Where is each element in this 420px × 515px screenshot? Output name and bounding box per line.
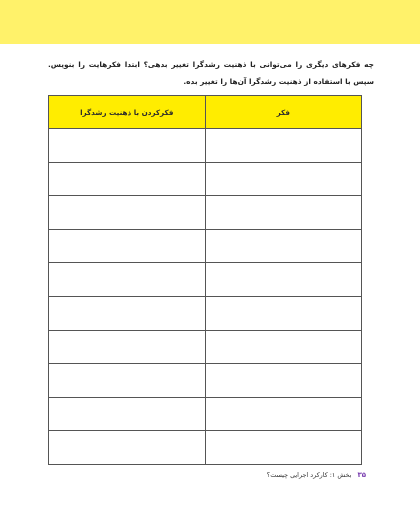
table-row <box>49 364 362 398</box>
thought-cell[interactable] <box>205 263 362 297</box>
thought-cell[interactable] <box>205 162 362 196</box>
growth-thinking-cell[interactable] <box>49 196 206 230</box>
growth-thinking-cell[interactable] <box>49 330 206 364</box>
table-row <box>49 330 362 364</box>
section-title: بخش ۱: کارکرد اجرایی چیست؟ <box>266 471 352 479</box>
growth-thinking-cell[interactable] <box>49 229 206 263</box>
table-row <box>49 397 362 431</box>
thought-cell[interactable] <box>205 296 362 330</box>
table-row <box>49 263 362 297</box>
table-body <box>49 129 362 465</box>
header-thought: فکر <box>205 96 362 129</box>
thought-cell[interactable] <box>205 364 362 398</box>
table-row <box>49 162 362 196</box>
growth-thinking-cell[interactable] <box>49 431 206 465</box>
top-yellow-band <box>0 0 420 44</box>
page-footer <box>267 471 366 479</box>
growth-thinking-cell[interactable] <box>49 263 206 297</box>
growth-thinking-cell[interactable] <box>49 364 206 398</box>
table-row <box>49 431 362 465</box>
page-number: ۳۵ <box>357 471 366 479</box>
thought-cell[interactable] <box>205 129 362 163</box>
growth-thinking-cell[interactable] <box>49 296 206 330</box>
instruction-text: چه فکرهای دیگری را می‌توانی با ذهنیت رشدگرا تغییر بدهی؟ ابتدا فکرهایت را بنویس. سپس با استفاده از ذهنیت رشدگرا آن‌ها را تغییر بده. <box>48 60 374 86</box>
thought-cell[interactable] <box>205 330 362 364</box>
thought-cell[interactable] <box>205 196 362 230</box>
growth-thinking-cell[interactable] <box>49 397 206 431</box>
worksheet-table <box>48 95 362 465</box>
worksheet-table-container <box>48 95 362 465</box>
thought-cell[interactable] <box>205 431 362 465</box>
growth-thinking-cell[interactable] <box>49 162 206 196</box>
table-row <box>49 229 362 263</box>
table-row <box>49 129 362 163</box>
thought-cell[interactable] <box>205 397 362 431</box>
thought-cell[interactable] <box>205 229 362 263</box>
table-row <box>49 196 362 230</box>
growth-thinking-cell[interactable] <box>49 129 206 163</box>
table-header-row <box>49 96 362 129</box>
header-growth-mindset-thinking: فکرکردن با ذهنیت رشدگرا <box>49 96 206 129</box>
table-row <box>49 296 362 330</box>
